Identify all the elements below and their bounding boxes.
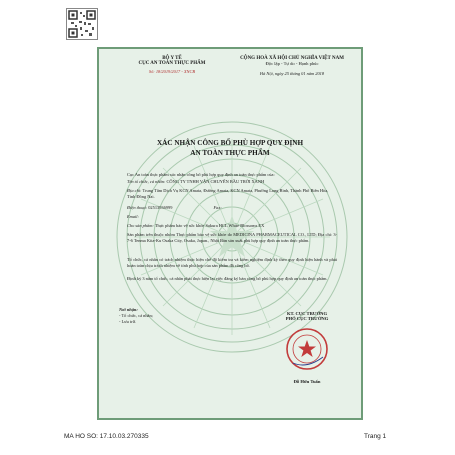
certificate-document xyxy=(97,47,363,420)
issue-date: Hà Nội, ngày 25 tháng 01 năm 2018 xyxy=(259,71,325,76)
email-row xyxy=(127,214,337,220)
email-label: Email: xyxy=(127,214,139,219)
national-motto: Độc lập - Tự do - Hạnh phúc xyxy=(265,61,319,66)
product-label: Cho sản phẩm: xyxy=(127,223,154,228)
producer-text: Sản phẩm trên thuộc nhóm Thực phẩm bảo vệ sức khỏe do MEDICINA PHARMACEUTICAL CO., LTD; Địa chỉ: 3-7-6 Tenma Kita-Ku Osaka City, Osaka, Japan., Nhật Bản sản xuất phù hợp quy định an toàn thực phẩm. xyxy=(127,232,337,243)
intro-text: Cục An toàn thực phẩm xác nhận công bố phù hợp quy định an toàn thực phẩm của: xyxy=(127,172,275,177)
address-label: Địa chỉ: xyxy=(127,188,142,193)
renewal-text: Định kỳ 3 năm tổ chức, cá nhân phải thực hiện lại việc đăng ký bản công bố phù hợp quy định an toàn thực phẩm. xyxy=(127,276,328,281)
issuer-header xyxy=(117,56,227,75)
fax-label: Fax: xyxy=(213,205,222,210)
product-row xyxy=(127,223,337,229)
org-value: CÔNG TY TNHH VẬN CHUYỂN BẦU TRỜI XANH xyxy=(166,179,265,184)
national-name: CỘNG HOÀ XÃ HỘI CHỦ NGHĨA VIỆT NAM xyxy=(240,56,344,61)
phone-value: 02513936999 xyxy=(148,205,173,210)
national-header xyxy=(227,56,357,77)
signer-deputy-role: PHÓ CỤC TRƯỞNG xyxy=(285,316,329,321)
document-title: XÁC NHẬN CÔNG BỐ PHÙ HỢP QUY ĐỊNH xyxy=(156,139,304,147)
signer-name: Đỗ Hữu Tuấn xyxy=(293,379,321,384)
document-subtitle: AN TOÀN THỰC PHẨM xyxy=(190,149,270,157)
address-row xyxy=(127,188,337,200)
qr-code-icon xyxy=(66,8,98,40)
signer-role: KT. CỤC TRƯỞNG xyxy=(286,311,328,316)
page-number: Trang 1 xyxy=(364,433,387,440)
recipient-item: - Tổ chức, cá nhân; xyxy=(119,313,153,318)
signature-title xyxy=(267,311,347,321)
product-value: Thực phẩm bảo vệ sức khỏe Sakura HCL White Blossoms EX xyxy=(154,223,265,228)
recipients-block xyxy=(119,307,153,325)
record-number: MA HO SO: 17.10.03.270335 xyxy=(64,433,149,440)
organization-row xyxy=(127,179,337,185)
phone-label: Điện thoại: xyxy=(127,205,148,210)
address-value: Trung Tâm Dịch Vụ KCN Amata, Đường Amata, KCN Amata, Phường Long Bình, Thành Phố Biên Hòa, Tỉnh Đồng Nai. xyxy=(127,188,329,199)
responsibility-text: Tổ chức, cá nhân có trách nhiệm thực hiện chế độ kiểm tra và kiểm nghiệm định kỳ theo quy định hiện hành và phải hoàn toàn chịu trách nhiệm về tính phù hợp của sản phẩm đã công bố. xyxy=(127,257,337,268)
certificate-number: Số: 18/2019/2017 - XNCB xyxy=(148,69,196,74)
agency-name: CỤC AN TOÀN THỰC PHẨM xyxy=(138,61,206,66)
official-red-stamp-icon xyxy=(285,327,329,371)
ministry-name: BỘ Y TẾ xyxy=(162,56,182,61)
org-label: Tên tổ chức, cá nhân: xyxy=(127,179,166,184)
phone-row xyxy=(127,205,337,211)
recipients-label: Nơi nhận: xyxy=(119,307,138,312)
recipient-item: - Lưu trữ. xyxy=(119,319,137,324)
